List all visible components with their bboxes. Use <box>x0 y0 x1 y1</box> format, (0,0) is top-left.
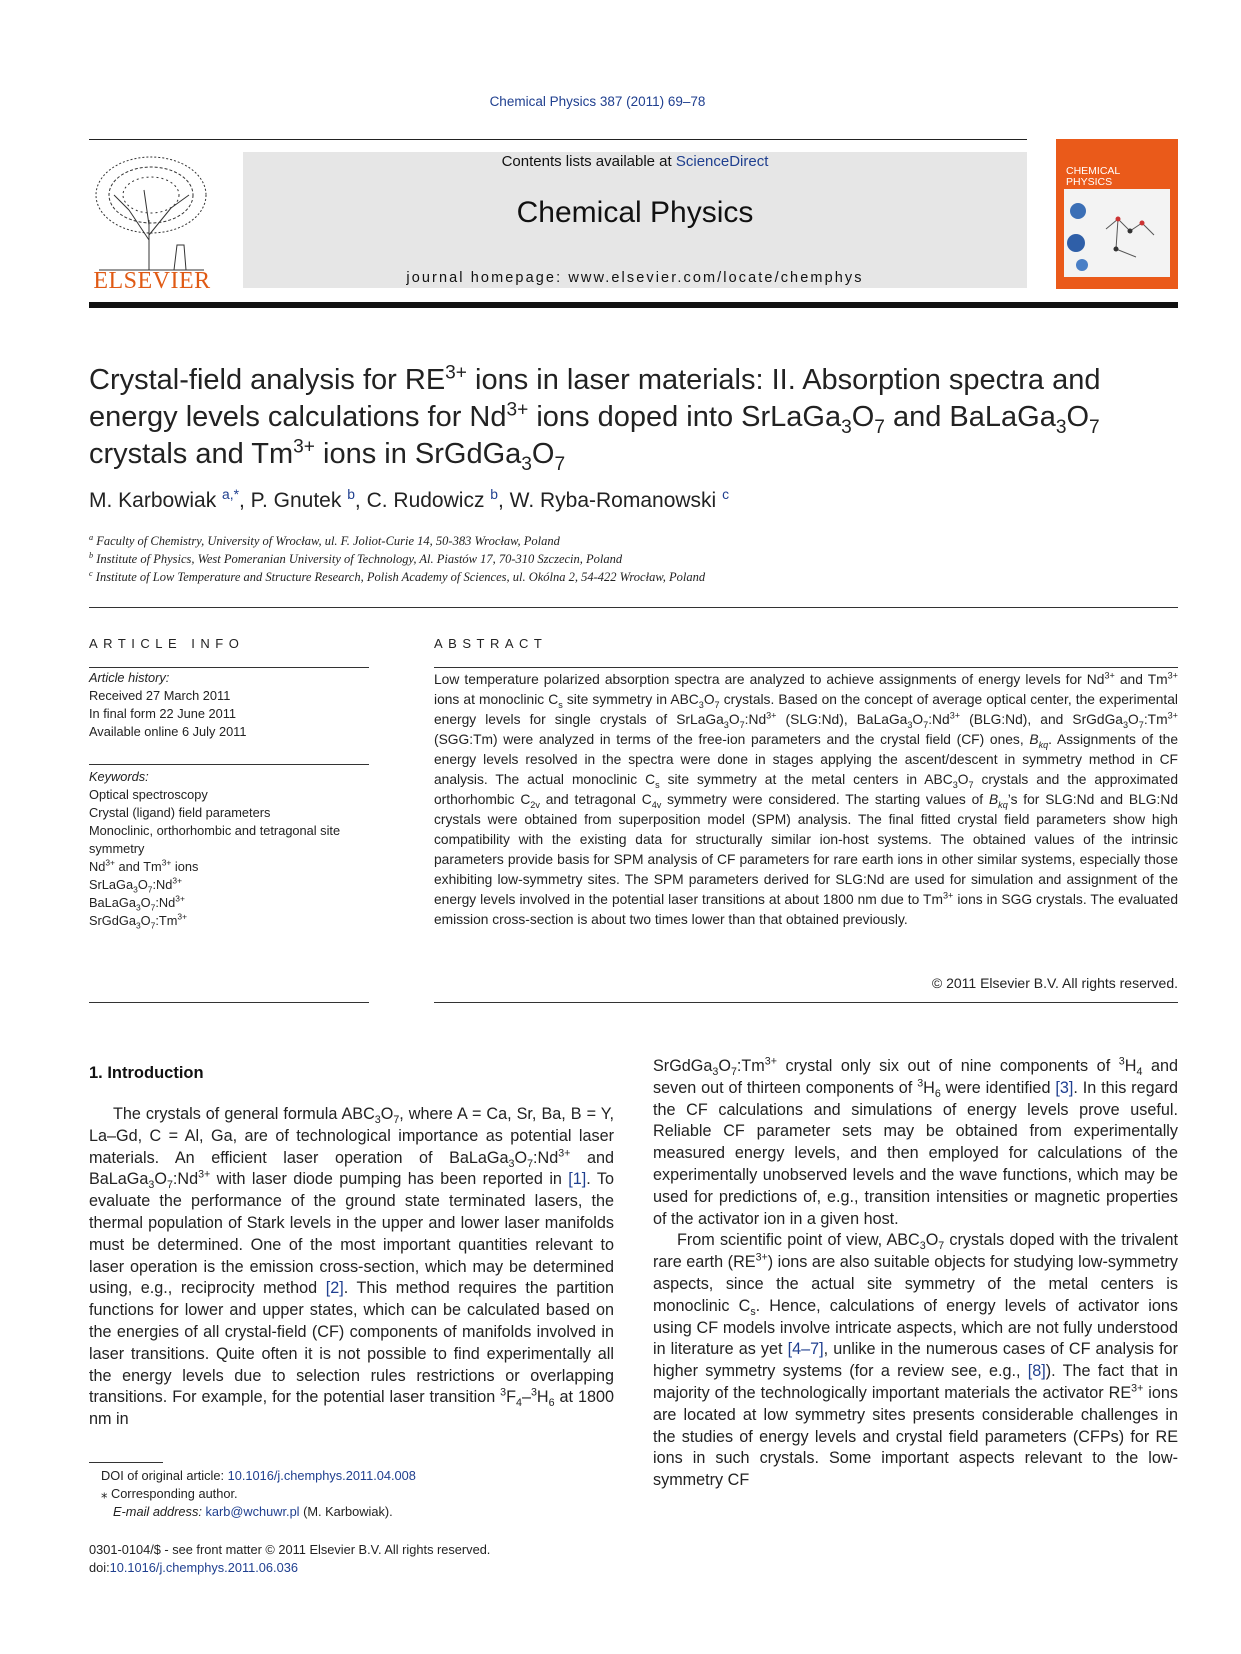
abstract-bottom-rule <box>434 1002 1178 1003</box>
history-revised: In final form 22 June 2011 <box>89 706 237 721</box>
keywords-rule <box>89 764 369 765</box>
doi-label: doi: <box>89 1560 110 1575</box>
article-info-rule <box>89 667 369 668</box>
keyword: $SrGdGa_3O_7:Tm^{3+}$ <box>89 911 187 931</box>
history-label: Article history: <box>89 670 170 685</box>
journal-homepage[interactable]: journal homepage: www.elsevier.com/locate/chemphys <box>406 270 864 286</box>
cover-artwork <box>1056 139 1178 289</box>
paragraph: $SrGdGa_3O_7:Tm^{3+}$ crystal only six out of nine components of $^3H_4$ and seven out of thirteen components of $^3H_6$ were identified [3]. In this regard the CF calculations and simulations of energy levels prove useful. Reliable CF parameter sets may be obtained from experimentally measured energy levels, and then employed for calculations of the experimentally unobserved levels and the wave functions, which may be used for predictions of, e.g., transition intensities or magnetic properties of the activator ion in a given host. <box>653 1055 1178 1228</box>
article-info-heading: ARTICLE INFO <box>89 636 245 651</box>
article-history <box>89 669 369 741</box>
article-info-bottom-rule <box>89 1002 369 1003</box>
article-title: Crystal-field analysis for $RE^{3+}$ ions in laser materials: II. Absorption spectra and energy levels calculations for $Nd^{3+}$ ions doped into $SrLaGa_3O_7$ and $BaLaGa_3O_7$ crystals and $Tm^{3+}$ ions in $SrGdGa_3O_7$ <box>89 362 1101 475</box>
masthead-bottom-rule <box>89 302 1178 308</box>
abstract-text: Low temperature polarized absorption spectra are analyzed to achieve assignments of energy levels for $Nd^{3+}$ and $Tm^{3+}$ ions at monoclinic $C_s$ site symmetry in $ABC_3O_7$ crystals. Based on the concept of average optical center, the experimental energy levels for single crystals of $SrLaGa_3O_7:Nd^{3+}$ (SLG:Nd), $BaLaGa_3O_7:Nd^{3+}$ (BLG:Nd), and $SrGdGa_3O_7:Tm^{3+}$ (SGG:Tm) were analyzed in terms of the free-ion parameters and the crystal field (CF) ones, $B_{kq}$. Assignments of the energy levels resolved in the spectra were done in stages applying the ascent/descent in symmetry method in CF analysis. The actual monoclinic $C_s$ site symmetry at the metal centers in $ABC_3O_7$ crystals and the approximated orthorhombic $C_{2v}$ and tetragonal $C_{4v}$ symmetry were considered. The starting values of $B_{kq}’s$ for SLG:Nd and BLG:Nd crystals were obtained from superposition model (SPM) analysis. The final fitted crystal field parameters show high compatibility with the existing data for structurally similar ion-host systems. The obtained values of the intrinsic parameters provide basis for SPM analysis of CF parameters for rare earth ions in other similar systems, especially those exhibiting low-symmetry sites. The SPM parameters derived for SLG:Nd are used for simulation and assignment of the energy levels involved in the potential laser transitions at about 1800 nm due to $Tm^{3+}$ ions in SGG crystals. The evaluated emission cross-section is about two times lower than that obtained previously. <box>434 670 1179 927</box>
keywords <box>89 768 369 930</box>
journal-reference[interactable]: Chemical Physics 387 (2011) 69–78 <box>489 94 706 109</box>
elsevier-wordmark: ELSEVIER <box>93 268 211 294</box>
footnote-corresponding: ⁎ Corresponding author. <box>101 1486 238 1501</box>
history-online: Available online 6 July 2011 <box>89 724 247 739</box>
paragraph: From scientific point of view, $ABC_3O_7$ crystals doped with the trivalent rare earth $(RE^{3+})$ ions are also suitable objects for studying low-symmetry aspects, since the actual site symmetry of the metal centers is monoclinic $C_s$. Hence, calculations of energy levels of activator ions using CF models involve intricate aspects, which are not fully understood in literature as yet [4–7], unlike in the numerous cases of CF analysis for higher symmetry systems (for a review see, e.g., [8]). The fact that in majority of the technologically important materials the activator $RE^{3+}$ ions are located at low symmetry sites presents considerable challenges in the studies of energy levels and crystal field parameters (CFPs) for RE ions in such crystals. Some important aspects relevant to the low-symmetry CF <box>653 1231 1179 1490</box>
contents-prefix: Contents lists available at <box>501 153 676 170</box>
affiliation-a: $^a$ Faculty of Chemistry, University of Wrocław, ul. F. Joliot-Curie 14, 50-383 Wrocław, Poland <box>89 532 560 548</box>
body-left-column <box>89 1104 614 1431</box>
keyword: $BaLaGa_3O_7:Nd^{3+}$ <box>89 893 185 913</box>
journal-name: Chemical Physics <box>516 196 754 229</box>
cover-title: CHEMICAL PHYSICS <box>1066 165 1120 188</box>
keyword: $Nd^{3+}$ and $Tm^{3+}$ ions <box>89 857 199 874</box>
keyword: Optical spectroscopy <box>89 787 208 802</box>
abstract-rule <box>434 667 1178 668</box>
journal-cover-image <box>1056 139 1178 289</box>
affiliation-rule <box>89 607 1178 608</box>
affiliation-c: $^c$ Institute of Low Temperature and Structure Research, Polish Academy of Sciences, ul. Okólna 2, 54-422 Wrocław, Poland <box>89 568 706 584</box>
keyword: $SrLaGa_3O_7:Nd^{3+}$ <box>89 875 183 895</box>
keywords-label: Keywords: <box>89 769 149 784</box>
history-received: Received 27 March 2011 <box>89 688 231 703</box>
issn-line: 0301-0104/$ - see front matter © 2011 Elsevier B.V. All rights reserved. <box>89 1542 491 1557</box>
doi-original-link[interactable]: 10.1016/j.chemphys.2011.04.008 <box>227 1468 416 1483</box>
contents-line <box>243 153 1027 170</box>
affiliation-b: $^b$ Institute of Physics, West Pomeranian University of Technology, Al. Piastów 17, 70-310 Szczecin, Poland <box>89 550 623 566</box>
footnote-doi-original <box>101 1467 416 1485</box>
body-right-column <box>653 1056 1178 1492</box>
doi-link[interactable]: 10.1016/j.chemphys.2011.06.036 <box>109 1560 298 1575</box>
email-link[interactable]: karb@wchuwr.pl <box>205 1504 300 1519</box>
affiliations <box>89 532 1178 586</box>
footnote-email <box>113 1503 393 1521</box>
doi-original-label: DOI of original article: <box>101 1468 228 1483</box>
paragraph: The crystals of general formula $ABC_3O_7$, where A = Ca, Sr, Ba, B = Y, La–Gd, C = Al, Ga, are of technological importance as potential laser materials. An efficient laser operation of $BaLaGa_3O_7:Nd^{3+}$ and $BaLaGa_3O_7:Nd^{3+}$ with laser diode pumping has been reported in [1]. To evaluate the performance of the ground state terminated lasers, the thermal population of Stark levels in the upper and lower laser manifolds must be determined. One of the most important quantities relevant to laser operation is the emission cross-section, which may be determined using, e.g., reciprocity method [2]. This method requires the partition functions for lower and upper states, which can be calculated based on the energies of all crystal-field (CF) components of manifolds involved in laser transitions. Quite often it is not possible to find experimentally all the energy levels due to selection rules restrictions or overlapping transitions. For example, for the potential laser transition $^3F_4-^3H_6$ at 1800 nm in <box>89 1105 615 1429</box>
abstract-copyright: © 2011 Elsevier B.V. All rights reserved. <box>931 975 1178 991</box>
email-label: E-mail address: <box>113 1504 206 1519</box>
keyword: Crystal (ligand) field parameters <box>89 805 271 820</box>
abstract-heading: ABSTRACT <box>434 636 548 651</box>
doi-line <box>89 1559 298 1577</box>
keyword: Monoclinic, orthorhombic and tetragonal site symmetry <box>89 823 341 856</box>
footnote-rule <box>89 1462 163 1463</box>
email-suffix: (M. Karbowiak). <box>299 1504 393 1519</box>
sciencedirect-link[interactable]: ScienceDirect <box>675 153 769 170</box>
author-list: M. Karbowiak $^{a,*}$, P. Gnutek $^b$, C. Rudowicz $^b$, W. Ryba-Romanowski $^c$ <box>89 486 729 512</box>
header-rule <box>89 139 1027 140</box>
section-heading-introduction: 1. Introduction <box>89 1064 204 1082</box>
